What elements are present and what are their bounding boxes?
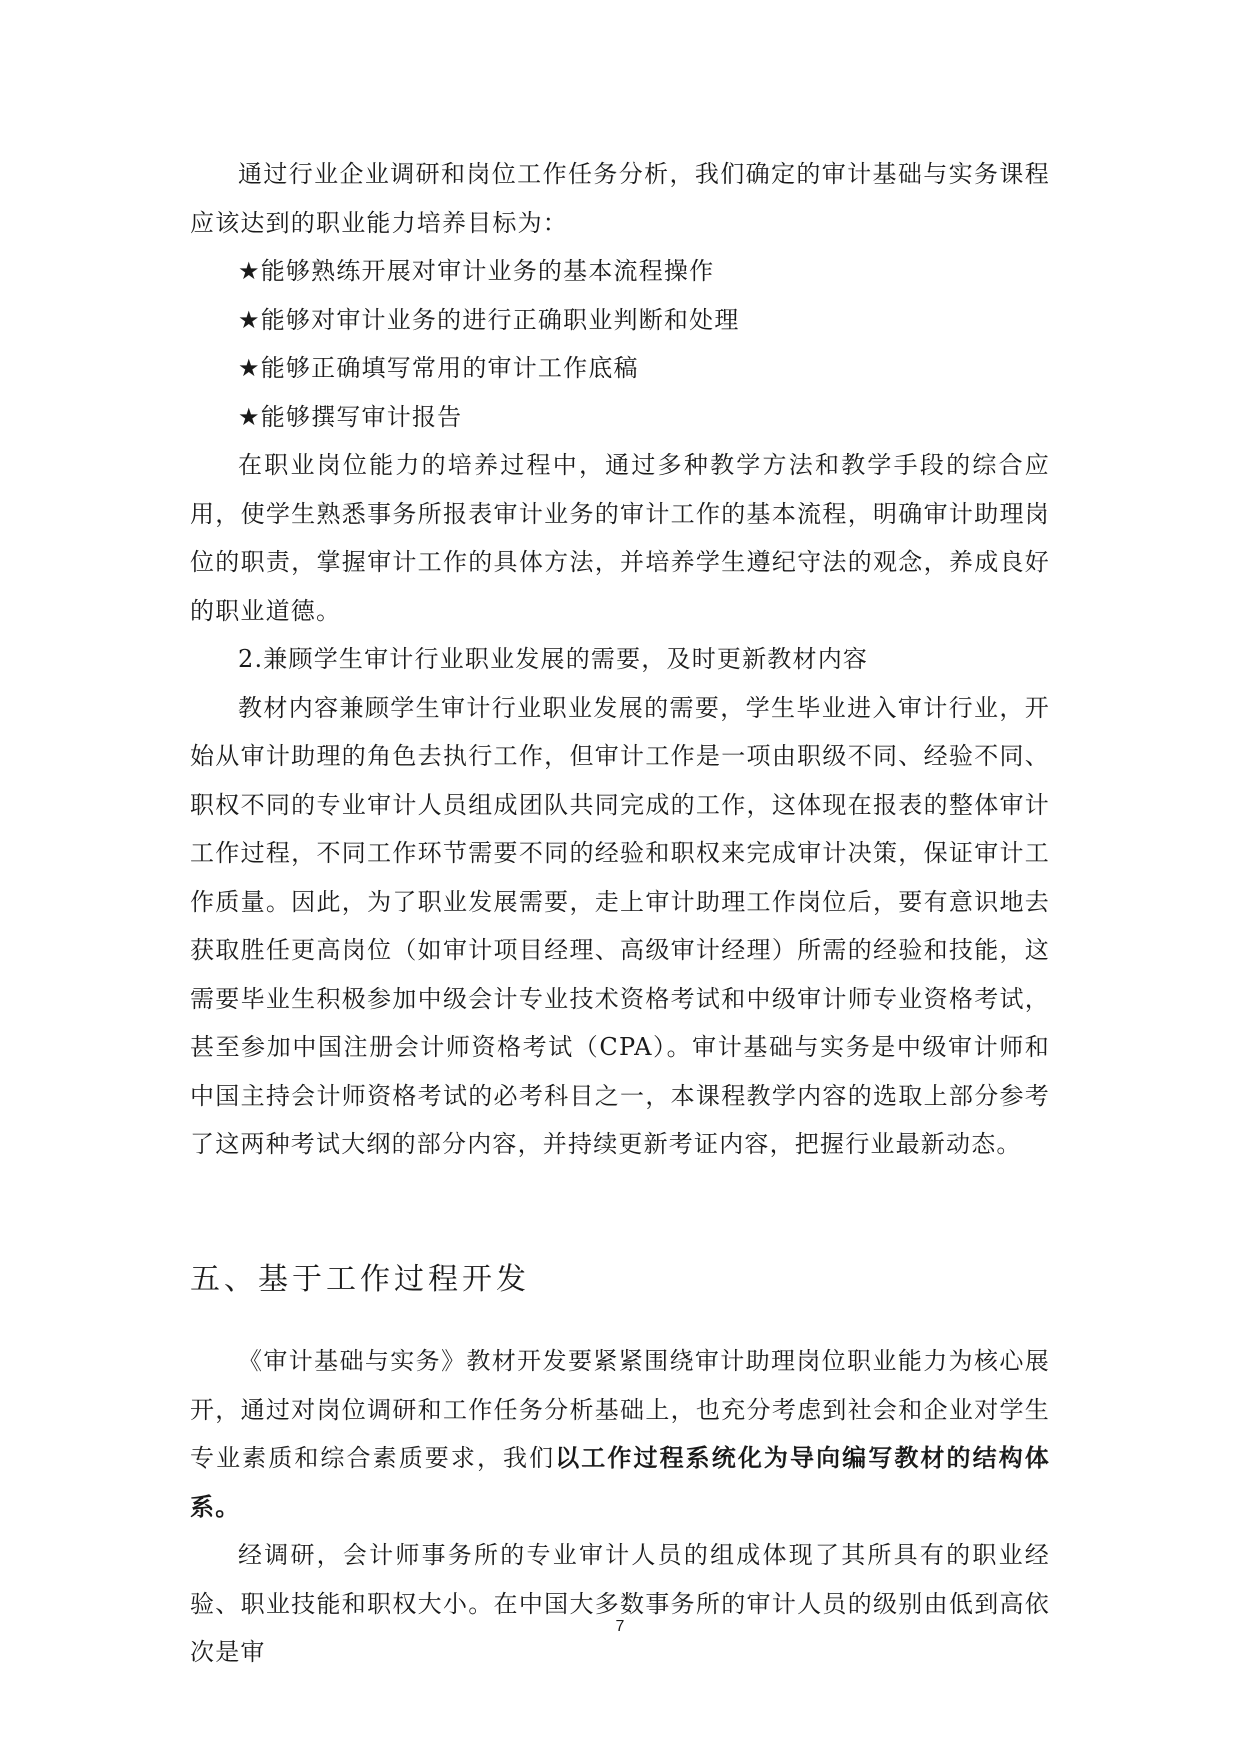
section-a-body [190,150,1050,1169]
star-icon: ★ [238,305,261,334]
star-icon: ★ [238,257,261,285]
subheading: 2.兼顾学生审计行业职业发展的需要，及时更新教材内容 [238,645,869,673]
development-paragraph [190,1337,1050,1531]
bullet-item [190,393,1050,442]
section-heading: 五、基于工作过程开发 [190,1262,530,1297]
bullet-item [190,247,1050,296]
page-number: 7 [615,1618,625,1635]
intro-paragraph: 通过行业企业调研和岗位工作任务分析，我们确定的审计基础与实务课程应该达到的职业能力培养目标为： [190,160,1050,237]
training-paragraph: 在职业岗位能力的培养过程中，通过多种教学方法和教学手段的综合应用，使学生熟悉事务所报表审计业务的审计工作的基本流程，明确审计助理岗位的职责，掌握审计工作的具体方法，并培养学生遵纪守法的观念，养成良好的职业道德。 [190,451,1050,625]
survey-paragraph: 经调研，会计师事务所的专业审计人员的组成体现了其所具有的职业经验、职业技能和职权大小。在中国大多数事务所的审计人员的级别由低到高依次是审 [190,1541,1050,1666]
bullet-text: 能够对审计业务的进行正确职业判断和处理 [260,305,740,334]
development-emphasis: 以工作过程系统化为导向编写教材的结构体系。 [190,1443,1050,1521]
bullet-item [190,296,1050,345]
star-icon: ★ [238,402,261,431]
bullet-item [190,344,1050,393]
bullet-text: 能够正确填写常用的审计工作底稿 [260,354,639,382]
career-paragraph: 教材内容兼顾学生审计行业职业发展的需要，学生毕业进入审计行业，开始从审计助理的角色去执行工作，但审计工作是一项由职级不同、经验不同、职权不同的专业审计人员组成团队共同完成的工作，这体现在报表的整体审计工作过程，不同工作环节需要不同的经验和职权来完成审计决策，保证审计工作质量。因此，为了职业发展需要，走上审计助理工作岗位后，要有意识地去获取胜任更高岗位（如审计项目经理、高级审计经理）所需的经验和技能，这需要毕业生积极参加中级会计专业技术资格考试和中级审计师专业资格考试，甚至参加中国注册会计师资格考试（CPA）。审计基础与实务是中级审计师和中国主持会计师资格考试的必考科目之一，本课程教学内容的选取上部分参考了这两种考试大纲的部分内容，并持续更新考证内容，把握行业最新动态。 [190,693,1050,1158]
bullet-text: 能够熟练开展对审计业务的基本流程操作 [260,257,715,285]
star-icon: ★ [238,354,261,382]
bullet-text: 能够撰写审计报告 [260,402,463,431]
development-text: 《审计基础与实务》教材开发要紧紧围绕审计助理岗位职业能力为核心展开，通过对岗位调研和工作任务分析基础上，也充分考虑到社会和企业对学生专业素质和综合素质要求，我们 [190,1347,1050,1472]
